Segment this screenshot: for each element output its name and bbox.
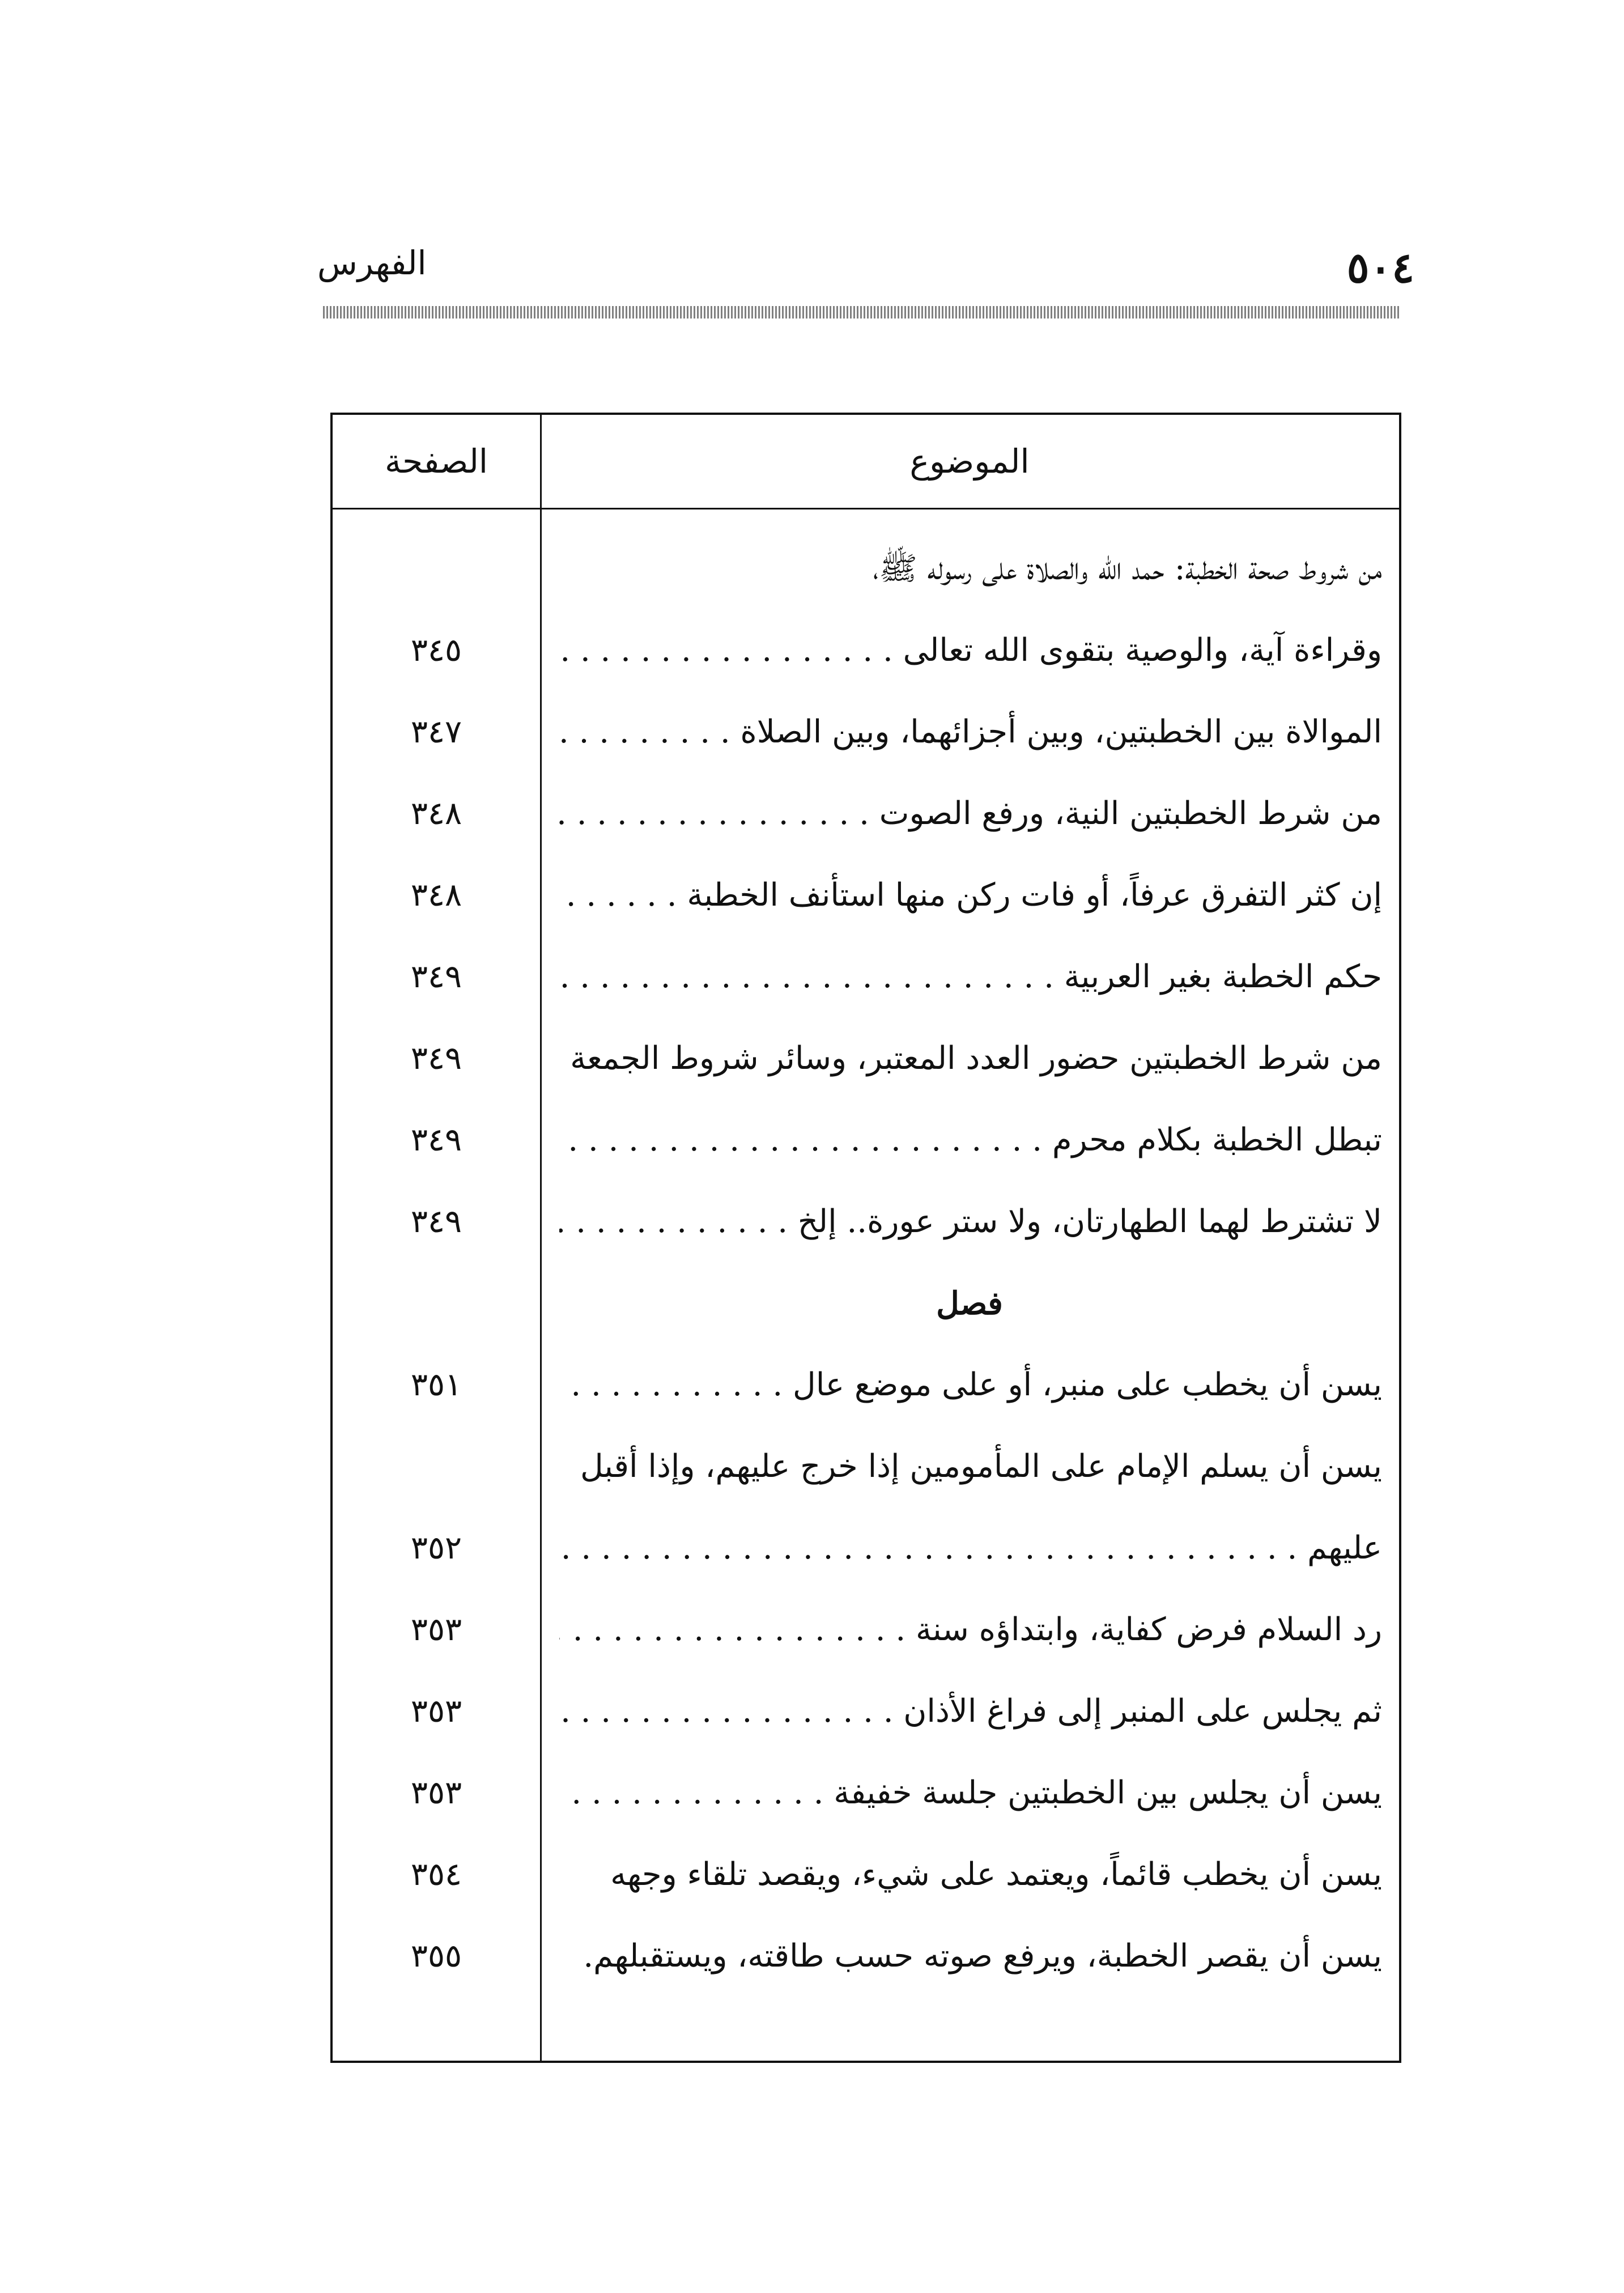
table-row (333, 1426, 1399, 1508)
table-row (333, 1344, 1399, 1426)
section-heading-row (333, 1263, 1399, 1344)
table-row (333, 528, 1399, 610)
table-row (333, 610, 1399, 691)
row-page-number: ٣٤٩ (410, 1122, 462, 1158)
row-topic: يسن أن يقصر الخطبة، ويرفع صوته حسب طاقته، ويستقبلهم. (583, 1938, 1382, 1974)
table-row (333, 1834, 1399, 1916)
row-page-number (333, 528, 540, 610)
table-row (333, 691, 1399, 773)
section-heading: فصل (936, 1285, 1003, 1322)
table-body (333, 528, 1399, 1997)
row-page-number: ٣٤٩ (410, 1040, 462, 1077)
table-row (333, 855, 1399, 936)
row-topic: من شرط الخطبتين حضور العدد المعتبر، وسائر شروط الجمعة (570, 1040, 1382, 1077)
row-topic: حكم الخطبة بغير العربية . . . (559, 936, 1382, 1018)
row-page-number: ٣٤٨ (410, 795, 462, 832)
row-page-number: ٣٤٩ (410, 1203, 462, 1240)
row-topic: من شرط الخطبتين النية، ورفع الصوت . . . (559, 773, 1382, 855)
row-topic: رد السلام فرض كفاية، وابتداؤه سنة . . . (559, 1589, 1382, 1671)
row-page-number: ٣٥٣ (410, 1774, 462, 1811)
row-page-number: ٣٤٨ (410, 877, 462, 914)
row-topic: تبطل الخطبة بكلام محرم . . . (559, 1099, 1382, 1181)
header-rule (323, 306, 1400, 319)
row-topic: يسن أن يسلم الإمام على المأمومين إذا خرج عليهم، وإذا أقبل (580, 1448, 1382, 1485)
row-page-number (333, 1263, 540, 1344)
row-page-number: ٣٥٢ (410, 1530, 462, 1566)
running-header-title: الفهرس (317, 244, 427, 282)
row-topic: الموالاة بين الخطبتين، وبين أجزائهما، وبين الصلاة . . . (559, 691, 1382, 773)
row-page-number: ٣٥٣ (410, 1611, 462, 1648)
table-row (333, 1099, 1399, 1181)
column-header-page: الصفحة (385, 442, 488, 481)
row-page-number: ٣٥٥ (410, 1938, 462, 1974)
row-topic: يسن أن يجلس بين الخطبتين جلسة خفيفة . . . (559, 1752, 1382, 1834)
index-table (330, 413, 1401, 2063)
row-topic: يسن أن يخطب على منبر، أو على موضع عال . . . (559, 1344, 1382, 1426)
row-page-number: ٣٥٣ (410, 1693, 462, 1730)
row-topic: إن كثر التفرق عرفاً، أو فات ركن منها استأنف الخطبة . . . (559, 855, 1382, 936)
table-row (333, 1589, 1399, 1671)
table-row (333, 1181, 1399, 1263)
table-header-row (333, 415, 1399, 509)
row-page-number: ٣٤٩ (410, 958, 462, 995)
table-row (333, 1916, 1399, 1997)
table-row (333, 1752, 1399, 1834)
row-topic: من شروط صحة الخطبة: حمد الله والصلاة على رسوله ﷺ، (873, 550, 1382, 587)
row-page-number: ٣٤٧ (410, 714, 462, 750)
row-topic: وقراءة آية، والوصية بتقوى الله تعالى . . . (559, 610, 1382, 691)
row-topic: يسن أن يخطب قائماً، ويعتمد على شيء، ويقصد تلقاء وجهه (610, 1856, 1382, 1893)
table-row (333, 1018, 1399, 1099)
row-page-number: ٣٤٥ (410, 632, 462, 669)
row-page-number: ٣٥١ (410, 1366, 462, 1403)
row-page-number (333, 1426, 540, 1508)
row-topic: عليهم . . . (559, 1508, 1382, 1589)
table-row (333, 936, 1399, 1018)
row-topic: لا تشترط لهما الطهارتان، ولا ستر عورة.. إلخ . . . (559, 1181, 1382, 1263)
table-row (333, 1671, 1399, 1752)
table-row (333, 773, 1399, 855)
column-header-topic: الموضوع (909, 442, 1030, 481)
page-number: ٥٠٤ (1346, 244, 1414, 292)
row-page-number: ٣٥٤ (410, 1856, 462, 1893)
table-row (333, 1508, 1399, 1589)
row-topic: ثم يجلس على المنبر إلى فراغ الأذان . . . (559, 1671, 1382, 1752)
